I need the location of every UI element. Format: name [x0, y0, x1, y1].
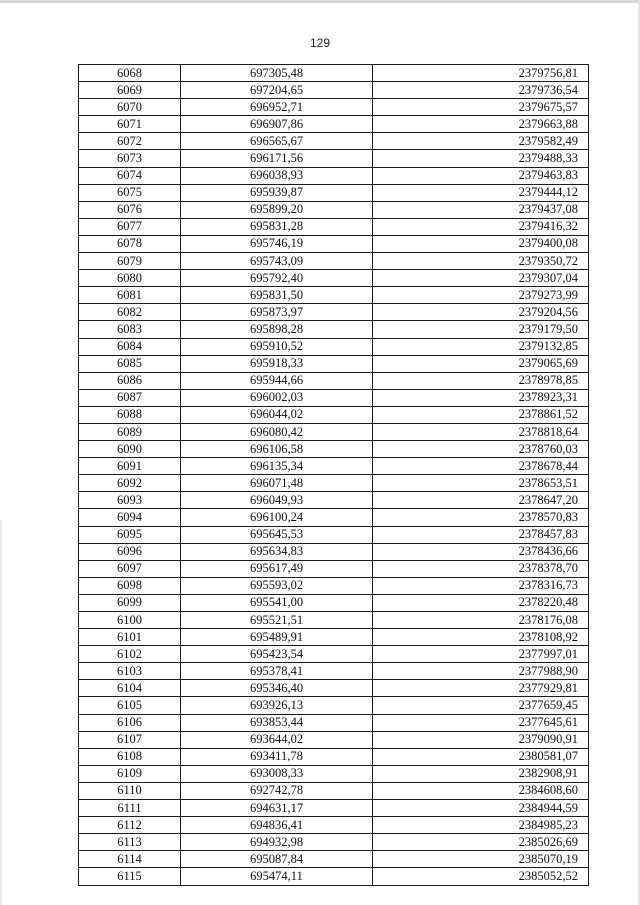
x-coordinate-cell: 696952,71	[181, 99, 373, 116]
point-number-cell: 6077	[79, 218, 181, 235]
x-coordinate-cell: 695634,83	[181, 543, 373, 560]
x-coordinate-cell: 695423,54	[181, 646, 373, 663]
point-number-cell: 6114	[79, 851, 181, 868]
point-number-cell: 6107	[79, 731, 181, 748]
y-coordinate-cell: 2379273,99	[373, 287, 589, 304]
table-row	[79, 543, 589, 560]
table-row	[79, 338, 589, 355]
point-number-cell: 6105	[79, 697, 181, 714]
point-number-cell: 6076	[79, 201, 181, 218]
table-row	[79, 458, 589, 475]
point-number-cell: 6075	[79, 184, 181, 201]
point-number-cell: 6084	[79, 338, 181, 355]
y-coordinate-cell: 2379756,81	[373, 65, 589, 82]
y-coordinate-cell: 2379675,57	[373, 99, 589, 116]
y-coordinate-cell: 2379488,33	[373, 150, 589, 167]
table-row	[79, 629, 589, 646]
point-number-cell: 6069	[79, 82, 181, 99]
y-coordinate-cell: 2377659,45	[373, 697, 589, 714]
x-coordinate-cell: 695939,87	[181, 184, 373, 201]
point-number-cell: 6086	[79, 372, 181, 389]
y-coordinate-cell: 2379090,91	[373, 731, 589, 748]
point-number-cell: 6094	[79, 509, 181, 526]
x-coordinate-cell: 695918,33	[181, 355, 373, 372]
x-coordinate-cell: 695944,66	[181, 372, 373, 389]
table-row	[79, 99, 589, 116]
point-number-cell: 6072	[79, 133, 181, 150]
table-row	[79, 441, 589, 458]
table-row	[79, 714, 589, 731]
point-number-cell: 6109	[79, 765, 181, 782]
point-number-cell: 6068	[79, 65, 181, 82]
table-row	[79, 577, 589, 594]
x-coordinate-cell: 695792,40	[181, 270, 373, 287]
x-coordinate-cell: 693926,13	[181, 697, 373, 714]
point-number-cell: 6070	[79, 99, 181, 116]
point-number-cell: 6115	[79, 868, 181, 885]
x-coordinate-cell: 696135,34	[181, 458, 373, 475]
point-number-cell: 6082	[79, 304, 181, 321]
x-coordinate-cell: 695521,51	[181, 612, 373, 629]
x-coordinate-cell: 695898,28	[181, 321, 373, 338]
table-row	[79, 389, 589, 406]
point-number-cell: 6099	[79, 594, 181, 611]
y-coordinate-cell: 2377929,81	[373, 680, 589, 697]
table-row	[79, 526, 589, 543]
point-number-cell: 6074	[79, 167, 181, 184]
x-coordinate-cell: 695746,19	[181, 235, 373, 252]
x-coordinate-cell: 695346,40	[181, 680, 373, 697]
y-coordinate-cell: 2378653,51	[373, 475, 589, 492]
y-coordinate-cell: 2379179,50	[373, 321, 589, 338]
y-coordinate-cell: 2379416,32	[373, 218, 589, 235]
y-coordinate-cell: 2384985,23	[373, 817, 589, 834]
y-coordinate-cell: 2384944,59	[373, 800, 589, 817]
y-coordinate-cell: 2378436,66	[373, 543, 589, 560]
point-number-cell: 6073	[79, 150, 181, 167]
x-coordinate-cell: 695873,97	[181, 304, 373, 321]
point-number-cell: 6113	[79, 834, 181, 851]
x-coordinate-cell: 695087,84	[181, 851, 373, 868]
y-coordinate-cell: 2379204,56	[373, 304, 589, 321]
x-coordinate-cell: 694932,98	[181, 834, 373, 851]
x-coordinate-cell: 693411,78	[181, 748, 373, 765]
point-number-cell: 6080	[79, 270, 181, 287]
y-coordinate-cell: 2378457,83	[373, 526, 589, 543]
scan-edge-top	[0, 0, 640, 3]
x-coordinate-cell: 696080,42	[181, 423, 373, 440]
point-number-cell: 6104	[79, 680, 181, 697]
page-number: 129	[309, 36, 331, 50]
point-number-cell: 6112	[79, 817, 181, 834]
x-coordinate-cell: 696106,58	[181, 441, 373, 458]
point-number-cell: 6101	[79, 629, 181, 646]
point-number-cell: 6071	[79, 116, 181, 133]
table-row	[79, 646, 589, 663]
x-coordinate-cell: 696049,93	[181, 492, 373, 509]
point-number-cell: 6081	[79, 287, 181, 304]
table-row	[79, 287, 589, 304]
table-row	[79, 851, 589, 868]
x-coordinate-cell: 696002,03	[181, 389, 373, 406]
y-coordinate-cell: 2379065,69	[373, 355, 589, 372]
y-coordinate-cell: 2379663,88	[373, 116, 589, 133]
y-coordinate-cell: 2379736,54	[373, 82, 589, 99]
y-coordinate-cell: 2378818,64	[373, 423, 589, 440]
y-coordinate-cell: 2385052,52	[373, 868, 589, 885]
y-coordinate-cell: 2378176,08	[373, 612, 589, 629]
point-number-cell: 6092	[79, 475, 181, 492]
y-coordinate-cell: 2379307,04	[373, 270, 589, 287]
table-row	[79, 868, 589, 885]
x-coordinate-cell: 696171,56	[181, 150, 373, 167]
point-number-cell: 6110	[79, 782, 181, 799]
x-coordinate-cell: 695474,11	[181, 868, 373, 885]
table-row	[79, 817, 589, 834]
y-coordinate-cell: 2378978,85	[373, 372, 589, 389]
point-number-cell: 6095	[79, 526, 181, 543]
x-coordinate-cell: 697204,65	[181, 82, 373, 99]
point-number-cell: 6088	[79, 406, 181, 423]
y-coordinate-cell: 2377997,01	[373, 646, 589, 663]
table-row	[79, 150, 589, 167]
y-coordinate-cell: 2378760,03	[373, 441, 589, 458]
table-row	[79, 663, 589, 680]
x-coordinate-cell: 695541,00	[181, 594, 373, 611]
point-number-cell: 6078	[79, 235, 181, 252]
table-row	[79, 372, 589, 389]
x-coordinate-cell: 695378,41	[181, 663, 373, 680]
table-row	[79, 133, 589, 150]
table-row	[79, 800, 589, 817]
table-row	[79, 475, 589, 492]
point-number-cell: 6103	[79, 663, 181, 680]
table-row	[79, 201, 589, 218]
x-coordinate-cell: 695899,20	[181, 201, 373, 218]
x-coordinate-cell: 695617,49	[181, 560, 373, 577]
table-row	[79, 612, 589, 629]
table-row	[79, 731, 589, 748]
y-coordinate-cell: 2378570,83	[373, 509, 589, 526]
table-row	[79, 116, 589, 133]
x-coordinate-cell: 696071,48	[181, 475, 373, 492]
y-coordinate-cell: 2378647,20	[373, 492, 589, 509]
y-coordinate-cell: 2377645,61	[373, 714, 589, 731]
table-row	[79, 82, 589, 99]
x-coordinate-cell: 695743,09	[181, 253, 373, 270]
table-row	[79, 235, 589, 252]
x-coordinate-cell: 694631,17	[181, 800, 373, 817]
table-row	[79, 406, 589, 423]
table-row	[79, 782, 589, 799]
x-coordinate-cell: 695831,50	[181, 287, 373, 304]
y-coordinate-cell: 2380581,07	[373, 748, 589, 765]
point-number-cell: 6098	[79, 577, 181, 594]
table-row	[79, 355, 589, 372]
table-row	[79, 834, 589, 851]
table-row	[79, 270, 589, 287]
x-coordinate-cell: 696100,24	[181, 509, 373, 526]
point-number-cell: 6085	[79, 355, 181, 372]
table-row	[79, 765, 589, 782]
table-row	[79, 594, 589, 611]
table-row	[79, 184, 589, 201]
table-row	[79, 680, 589, 697]
y-coordinate-cell: 2379437,08	[373, 201, 589, 218]
x-coordinate-cell: 694836,41	[181, 817, 373, 834]
point-number-cell: 6097	[79, 560, 181, 577]
x-coordinate-cell: 692742,78	[181, 782, 373, 799]
scan-edge-left	[0, 520, 2, 905]
point-number-cell: 6108	[79, 748, 181, 765]
table-row	[79, 253, 589, 270]
y-coordinate-cell: 2377988,90	[373, 663, 589, 680]
y-coordinate-cell: 2378923,31	[373, 389, 589, 406]
x-coordinate-cell: 695910,52	[181, 338, 373, 355]
x-coordinate-cell: 697305,48	[181, 65, 373, 82]
coordinates-table	[78, 64, 589, 886]
y-coordinate-cell: 2379350,72	[373, 253, 589, 270]
y-coordinate-cell: 2382908,91	[373, 765, 589, 782]
y-coordinate-cell: 2379400,08	[373, 235, 589, 252]
point-number-cell: 6106	[79, 714, 181, 731]
x-coordinate-cell: 693644,02	[181, 731, 373, 748]
x-coordinate-cell: 695593,02	[181, 577, 373, 594]
x-coordinate-cell: 695645,53	[181, 526, 373, 543]
x-coordinate-cell: 693853,44	[181, 714, 373, 731]
table-row	[79, 697, 589, 714]
point-number-cell: 6090	[79, 441, 181, 458]
point-number-cell: 6079	[79, 253, 181, 270]
table-row	[79, 509, 589, 526]
table-row	[79, 304, 589, 321]
y-coordinate-cell: 2378108,92	[373, 629, 589, 646]
table-row	[79, 423, 589, 440]
y-coordinate-cell: 2378378,70	[373, 560, 589, 577]
y-coordinate-cell: 2384608,60	[373, 782, 589, 799]
point-number-cell: 6111	[79, 800, 181, 817]
table-row	[79, 560, 589, 577]
x-coordinate-cell: 695489,91	[181, 629, 373, 646]
point-number-cell: 6102	[79, 646, 181, 663]
table-row	[79, 65, 589, 82]
y-coordinate-cell: 2379463,83	[373, 167, 589, 184]
point-number-cell: 6093	[79, 492, 181, 509]
x-coordinate-cell: 696565,67	[181, 133, 373, 150]
point-number-cell: 6083	[79, 321, 181, 338]
x-coordinate-cell: 696907,86	[181, 116, 373, 133]
y-coordinate-cell: 2378220,48	[373, 594, 589, 611]
point-number-cell: 6091	[79, 458, 181, 475]
table-row	[79, 492, 589, 509]
y-coordinate-cell: 2378316,73	[373, 577, 589, 594]
point-number-cell: 6100	[79, 612, 181, 629]
y-coordinate-cell: 2378861,52	[373, 406, 589, 423]
y-coordinate-cell: 2379444,12	[373, 184, 589, 201]
table-row	[79, 748, 589, 765]
x-coordinate-cell: 693008,33	[181, 765, 373, 782]
y-coordinate-cell: 2385026,69	[373, 834, 589, 851]
x-coordinate-cell: 696038,93	[181, 167, 373, 184]
table-row	[79, 321, 589, 338]
y-coordinate-cell: 2379132,85	[373, 338, 589, 355]
point-number-cell: 6096	[79, 543, 181, 560]
y-coordinate-cell: 2379582,49	[373, 133, 589, 150]
x-coordinate-cell: 695831,28	[181, 218, 373, 235]
coordinates-table-body	[79, 65, 589, 886]
x-coordinate-cell: 696044,02	[181, 406, 373, 423]
y-coordinate-cell: 2385070,19	[373, 851, 589, 868]
point-number-cell: 6089	[79, 423, 181, 440]
table-row	[79, 218, 589, 235]
y-coordinate-cell: 2378678,44	[373, 458, 589, 475]
point-number-cell: 6087	[79, 389, 181, 406]
table-row	[79, 167, 589, 184]
